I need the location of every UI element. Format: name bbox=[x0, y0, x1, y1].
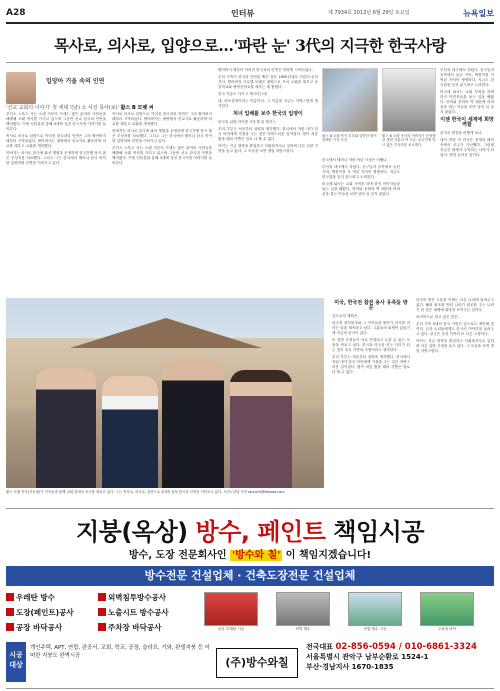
photo-caption: 핥스 B 모펫 목사의 아버지가 운영했던 병원 건물의 옛 모습. 한국전쟁 당시 많은 부상자를 치료했다. bbox=[382, 134, 436, 147]
ad-photo-label: 외벽 방수 bbox=[295, 627, 311, 631]
paragraph: 내가 어릴 적 한국은 전쟁의 폐허 속에서 모두가 가난했다. 그런데 지금은 세계가 주목하는 나라가 되었다. 정말 놀라운 일이다. bbox=[440, 138, 494, 157]
paragraph: 앞으로의 계획은. bbox=[332, 314, 359, 318]
advertisement bbox=[6, 512, 494, 688]
person bbox=[102, 376, 158, 488]
top-rule bbox=[6, 22, 494, 24]
paragraph: 아이는 지금 대학을 졸업하고 사회복지사로 일하며 다른 입양 가정을 돕고 있다. 그 모습을 보면 정말 자랑스럽다. bbox=[416, 339, 494, 353]
paragraph: 마지막으로 하고 싶은 말은. bbox=[416, 315, 459, 319]
paragraph: 네, 마포삼열이라는 이름이다. 그 이름을 지금도 자랑스럽게 생각한다. bbox=[218, 99, 318, 108]
article-column-2 bbox=[112, 112, 212, 294]
person bbox=[36, 368, 96, 488]
branch-contact: 부산·경남지사 1670-1835 bbox=[306, 663, 394, 671]
page-number: A28 bbox=[6, 8, 26, 18]
ad-photo-label: 단열 방수 시공 bbox=[363, 627, 387, 631]
paragraph: 한국전 참전용사와 그 가족들을 찾아가 감사를 전하는 일을 계속하고 싶다. 그분들의 희생이 있었기에 지금의 한국이 있다. bbox=[332, 321, 410, 335]
person bbox=[162, 360, 224, 488]
ad-subtitle-b: 이 책임지겠습니다! bbox=[285, 550, 372, 561]
paragraph: 우리 가족 3대의 한국 사랑은 앞으로도 계속될 것이다. 손자 손녀들에게도 한국의 이야기를 들려주고 있다. 한국은 우리 가족의 또 다른 고향이다. bbox=[416, 322, 494, 336]
article-column-5 bbox=[440, 68, 494, 294]
paragraph: 우리 부부는 처음부터 입양을 생각했다. 한국에서 자란 내가 한국 아이에게 가정을 주는 것은 자연스러운 일이었다. 딸이 처음 왔을 때의 기쁨은 말로 다 할 수 없다. bbox=[218, 127, 318, 141]
ad-title-c: 페인트 bbox=[257, 518, 326, 546]
service-item: 우레탄 방수 bbox=[6, 592, 55, 603]
phone-number: 02-856-0594 / 010-6861-3324 bbox=[335, 642, 477, 652]
subhead: 처녀 입배를 보주 한국의 입양이 bbox=[233, 111, 303, 117]
contact-label: 전국대표 02-856-0594 / 010-6861-3324 bbox=[306, 642, 477, 652]
bullet-icon bbox=[6, 608, 14, 616]
paragraph: 할아버지 때부터 이어진 한국과의 인연은 어떻게 시작되었나. bbox=[218, 68, 313, 72]
paragraph: 아이는 지금 대학을 졸업하고 사회복지사로 일하며 다른 입양 가정을 돕고 있다. 그 모습을 보면 정말 자랑스럽다. bbox=[218, 144, 318, 153]
ad-photo-label: 옥상 우레탄 시공 bbox=[217, 627, 245, 631]
service-item: 외벽침투방수공사 bbox=[98, 592, 166, 603]
paragraph: 루이스 스톡스 사는 오랜 가문의 가계는 많은 분야의 사람들을 배출해 오래 역사를 가지고 있으며 그동안 선교 한국과 인연을 맺어왔다. 이번 인터뷰를 통해 3대에 걸친 한국사랑 이야기를 들어본다. bbox=[112, 146, 212, 165]
main-photo bbox=[6, 298, 324, 488]
author-box bbox=[6, 72, 208, 110]
company-name: (주)방수와칠 bbox=[216, 648, 298, 678]
ad-headline bbox=[6, 512, 494, 547]
paragraph: 부산과 대구에서 자랐다. 친구들과 골목에서 놀던 기억, 떡볶이를 사 먹던 기억이 생생하다. 지금도 한국말을 잊지 않으려고 노력한다. bbox=[440, 68, 494, 87]
author-photo bbox=[6, 72, 36, 104]
ad-title-b: 방수, bbox=[195, 518, 250, 546]
ad-banner: 방수전문 건설업체 · 건축도장전문 건설업체 bbox=[6, 566, 494, 586]
article-column-7 bbox=[416, 298, 494, 504]
paragraph: 미국에 와서는 교회 사역을 하며 한인 이민자들을 돕는 일을 해왔다. 언어와 문화의 벽 때문에 어려움을 겪는 이들을 보면 남의 일 같지 않았다. bbox=[322, 182, 400, 196]
address: 서울특별시 관악구 남부순환로 1524-1 bbox=[306, 653, 429, 661]
bullet-icon bbox=[6, 623, 14, 631]
service-item: 주차장 바닥공사 bbox=[98, 622, 161, 633]
ad-photo-label: 주차장 바닥 bbox=[437, 627, 457, 631]
paragraph: 루이스 스톡스 사는 오랜 가문의 가계는 많은 분야의 사람들을 배출해 오래 역사를 가지고 있으며 그동안 선교 한국과 인연을 맺어왔다. 이번 인터뷰를 통해 3대에 걸친 한국사랑 이야기를 들어본다. bbox=[6, 112, 106, 131]
ad-separator bbox=[6, 508, 494, 509]
bottom-rule bbox=[6, 688, 494, 689]
person bbox=[230, 370, 292, 488]
article-column-1 bbox=[6, 112, 106, 294]
contact-info bbox=[306, 642, 494, 672]
article-column-3 bbox=[218, 68, 318, 294]
ad-photo bbox=[348, 592, 402, 626]
ad-subtitle-highlight: '방수와 칠' bbox=[232, 550, 281, 561]
bullet-icon bbox=[98, 593, 106, 601]
ad-photo bbox=[420, 592, 474, 626]
bullet-icon bbox=[6, 593, 14, 601]
paragraph: 또 입양 가정들이 서로 연결되고 도울 수 있는 모임을 만들고 싶다. 한국과 미국을 잇는 다리가 되는 것이 우리 가족의 사명이라고 생각한다. bbox=[332, 338, 410, 352]
subhead: 미국, 한국전 참전 용사 유족들 방문 bbox=[334, 300, 408, 311]
subhead: 이젠 한국이 세계에 희망 역할 bbox=[440, 117, 494, 128]
bullet-icon bbox=[98, 623, 106, 631]
paragraph: 한국이 받은 도움을 이제는 다른 나라에 돌려주고 있다. 해외 원조를 받던 나라가 원조를 주는 나라가 된 것은 세계에 희망을 보여주는 일이다. bbox=[416, 298, 494, 312]
bullet-icon bbox=[98, 608, 106, 616]
service-item: 노출시트 방수공사 bbox=[98, 607, 169, 618]
service-target-label: 시공 대상 bbox=[6, 642, 26, 682]
main-photo-caption: 핥스 모펫 목사(가운데)가 가족들과 함께 교회 앞에서 포즈를 취하고 있다. 그는 목사로, 의사로, 입양으로 3대에 걸쳐 한국과 인연을 이어오고 있다. 사진=강남 기자 ssrsuch@ttkorea.com bbox=[6, 490, 285, 494]
column-title: 입양아 거울 속의 인연 bbox=[46, 78, 105, 85]
paragraph: 우리 부부는 처음부터 입양을 생각했다. 한국에서 자란 내가 한국 아이에게 가정을 주는 것은 자연스러운 일이었다. 딸이 처음 왔을 때의 기쁨은 말로 다 할 수 없다. bbox=[332, 355, 410, 374]
paragraph: 우리 가족이 한국과 인연을 맺은 것은 1890년대로 거슬러 올라간다. 할아버지 사무엘 모펫은 평양으로 가서 교회를 세우고 숭실학교와 평양신학교를 세우는 데 힘썼다. bbox=[218, 75, 318, 89]
ad-photo bbox=[276, 592, 330, 626]
ad-subtitle-a: 방수, 도장 전문회사인 bbox=[128, 550, 227, 561]
photo-caption: 핥스 B 모펫 목사 부부와 입양한 딸이 함께한 가족 사진. bbox=[322, 134, 377, 143]
paragraph: 한국의 입양 아이를 키우게 된 계기는. bbox=[218, 120, 277, 124]
ad-title-d: 책임시공 bbox=[333, 518, 425, 546]
paragraph: 목사로 의사로 입양으로 이어진 한국과의 인연은 그의 할아버지 때부터 시작되었다. 할아버지는 평양에서 선교사로 활동하며 학교를 세우고 교회를 개척했다. bbox=[112, 112, 212, 126]
section-label: 인터뷰 bbox=[231, 9, 255, 18]
service-item: 공장 바닥공사 bbox=[6, 622, 62, 633]
family-photo bbox=[322, 68, 378, 132]
author-name: 핥스 B 모펫 씨 bbox=[120, 105, 154, 111]
paragraph: 한국에서 태어나 자란 어린 시절은 어땠나. bbox=[322, 158, 388, 162]
issue-info: 제 7934호 2013년 6월 29일 토요일 bbox=[328, 10, 410, 16]
ad-photo-row bbox=[204, 592, 494, 632]
author-name-prefix: '선교 교회의 이야기' 첫 세대 '(남) 소 사진 목사(보)' bbox=[6, 105, 119, 111]
article-headline: 목사로, 의사로, 입양으로…'파란 눈' 3代의 지극한 한국사랑 bbox=[54, 36, 446, 55]
service-item: 도장(페인트)공사 bbox=[6, 607, 74, 618]
paragraph: 한국 이름도 가지고 계시다는데. bbox=[218, 92, 268, 96]
newspaper-logo: 뉴욕일보 bbox=[463, 9, 494, 18]
paragraph: 미국에 와서는 교회 사역을 하며 한인 이민자들을 돕는 일을 해왔다. 언어와 문화의 벽 때문에 어려움을 겪는 이들을 보면 남의 일 같지 않았다. bbox=[440, 90, 494, 114]
paragraph: 한국의 발전을 어떻게 보나. bbox=[440, 131, 483, 135]
paragraph: 아버지는 의사로 한국에 와서 병원을 운영하며 한국전쟁 당시 많은 부상자를 치료했다. 그리고 그는 한국에서 태어나 한국 아이를 입양하며 인연을 이어가고 있다. bbox=[112, 129, 212, 143]
masthead bbox=[6, 8, 494, 22]
ad-photo bbox=[204, 592, 258, 626]
ad-title-a: 지붕(옥상) bbox=[75, 518, 188, 546]
paragraph: 목사로 의사로 입양으로 이어진 한국과의 인연은 그의 할아버지 때부터 시작되었다. 할아버지는 평양에서 선교사로 활동하며 학교를 세우고 교회를 개척했다. bbox=[6, 134, 106, 148]
paragraph: 아버지는 의사로 한국에 와서 병원을 운영하며 한국전쟁 당시 많은 부상자를 치료했다. 그리고 그는 한국에서 태어나 한국 아이를 입양하며 인연을 이어가고 있다. bbox=[6, 151, 106, 165]
ad-subtitle bbox=[6, 546, 494, 561]
article-column-6 bbox=[332, 298, 410, 504]
hospital-photo bbox=[382, 68, 436, 132]
paragraph: 부산과 대구에서 자랐다. 친구들과 골목에서 놀던 기억, 떡볶이를 사 먹던 기억이 생생하다. 지금도 한국말을 잊지 않으려고 노력한다. bbox=[322, 165, 400, 179]
headline-rule bbox=[6, 62, 494, 63]
service-target-text: 개인주택, APT, 연립, 관공서, 교회, 학교, 공장, 슬라브, 기와, 판넬지붕 등 어떠한 지붕도 완벽시공 bbox=[30, 645, 210, 659]
article-column-4 bbox=[322, 158, 400, 294]
author-credit bbox=[6, 104, 214, 111]
